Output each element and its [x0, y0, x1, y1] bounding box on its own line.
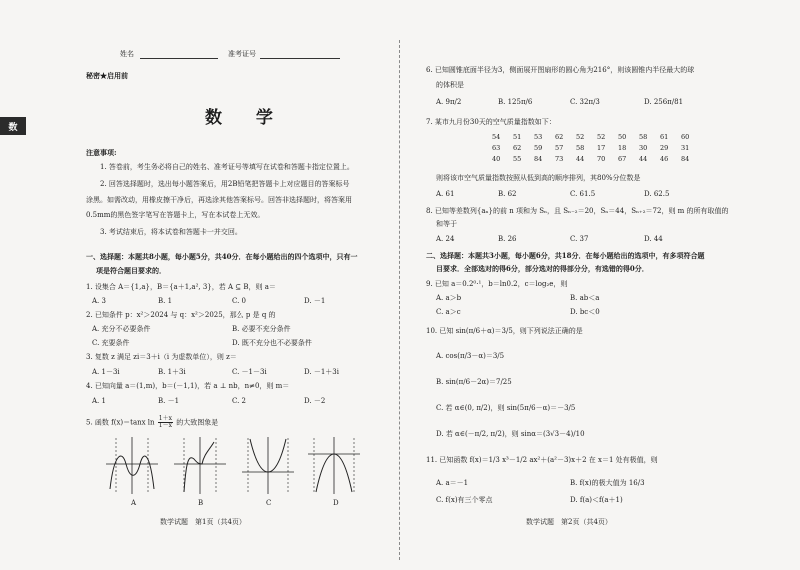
q2-option-a: A. 充分不必要条件 [92, 325, 151, 333]
q7-cell: 84 [681, 155, 690, 163]
q7-option-b: B. 62 [498, 190, 517, 198]
q6-stem-line2: 的体积是 [436, 81, 464, 89]
q7-cell: 84 [534, 155, 543, 163]
q7-data-table [492, 132, 702, 165]
name-label: 姓名 [120, 50, 134, 58]
secret-marker: 秘密★启用前 [86, 71, 128, 80]
q7-cell: 53 [534, 133, 543, 141]
q5-graph-label-b: B [198, 499, 204, 507]
q7-cell: 51 [513, 133, 522, 141]
q1-option-d: D. －1 [304, 297, 326, 305]
q11-option-b: B. f(x)的极大值为 16/3 [570, 479, 645, 487]
q7-cell: 62 [513, 144, 522, 152]
q1-stem: 1. 设集合 A＝{1,a}，B＝{a＋1,a², 3}，若 A ⊆ B，则 a＝ [86, 283, 276, 291]
note-3: 3. 考试结束后，将本试卷和答题卡一并交回。 [100, 228, 242, 236]
q9-option-c: C. a＞c [436, 308, 461, 316]
q7-cell: 29 [660, 144, 669, 152]
section1-instructions-line2: 项是符合题目要求的． [96, 266, 166, 275]
q4-option-a: A. 1 [92, 397, 106, 405]
q8-stem-line1: 8. 已知等差数列{aₙ}的前 n 项和为 Sₙ，且 Sₙ₋₂＝20，Sₙ＝44，Sₙ₊₂＝72，则 m 的所有取值的 [426, 207, 729, 215]
q1-option-b: B. 1 [158, 297, 173, 305]
q6-option-b: B. 125π/6 [498, 98, 533, 106]
q7-cell: 52 [576, 133, 585, 141]
q3-stem: 3. 复数 z 满足 zi＝3＋i（i 为虚数单位），则 z＝ [86, 353, 237, 361]
q7-option-c: C. 61.5 [570, 190, 596, 198]
q10-option-a: A. cos(π/3－α)＝3/5 [436, 352, 505, 360]
note-2-line-3: 0.5mm的黑色签字笔写在答题卡上，写在本试卷上无效。 [86, 211, 265, 219]
q7-cell: 57 [555, 144, 564, 152]
q7-cell: 40 [492, 155, 501, 163]
q5-stem [86, 416, 218, 429]
q9-stem: 9. 已知 a＝0.2⁰·¹，b＝ln0.2，c＝log₂e，则 [426, 280, 568, 288]
q7-cell: 31 [681, 144, 690, 152]
q5-graph-a [104, 434, 160, 496]
q5-stem-suffix: 的大致图象是 [176, 418, 219, 427]
footer-page-2: 数学试题 第2页（共4页） [526, 518, 612, 526]
q11-option-c: C. f(x)有三个零点 [436, 496, 493, 504]
q3-option-b: B. 1＋3i [158, 368, 186, 376]
q3-option-d: D. －1＋3i [304, 368, 339, 376]
q2-option-b: B. 必要不充分条件 [232, 325, 291, 333]
q7-cell: 63 [492, 144, 501, 152]
q5-fraction [158, 416, 173, 429]
q7-row-1 [492, 132, 702, 143]
q2-stem: 2. 已知条件 p：x²＞2024 与 q：x²＞2025，那么 p 是 q 的 [86, 311, 276, 319]
q7-question: 则将该市空气质量指数按照从低到高的顺序排列，其80%分位数是 [436, 174, 641, 182]
q7-cell: 58 [576, 144, 585, 152]
q2-option-c: C. 充要条件 [92, 339, 130, 347]
q1-option-a: A. 3 [92, 297, 106, 305]
notes-heading: 注意事项: [86, 148, 117, 157]
q10-option-d: D. 若 α∈(－π/2, π/2)，则 sinα＝(3√3－4)/10 [436, 430, 585, 438]
q6-option-d: D. 256π/81 [644, 98, 684, 106]
subject-side-tab: 数 [0, 117, 26, 135]
q6-stem-line1: 6. 已知圆锥底面半径为3，侧面展开图扇形的圆心角为216°，则该圆锥内半径最大的球 [426, 66, 695, 74]
q7-cell: 59 [534, 144, 543, 152]
footer-page-1: 数学试题 第1页（共4页） [160, 518, 246, 526]
q10-option-b: B. sin(π/6－2α)＝7/25 [436, 378, 512, 386]
q3-option-c: C. －1－3i [232, 368, 267, 376]
exam-id-blank-line [260, 58, 340, 59]
q4-option-c: C. 2 [232, 397, 247, 405]
q7-cell: 62 [555, 133, 564, 141]
q7-cell: 54 [492, 133, 501, 141]
q7-cell: 17 [597, 144, 606, 152]
q5-fraction-denominator: 1－x [158, 422, 172, 429]
q7-option-a: A. 61 [436, 190, 455, 198]
q8-option-a: A. 24 [436, 235, 455, 243]
section1-instructions-line1: 一、选择题：本题共8小题，每小题5分，共40分．在每小题给出的四个选项中，只有一 [86, 252, 358, 261]
q5-graph-d [306, 434, 362, 496]
q8-stem-line2: 和等于 [436, 220, 457, 228]
q7-stem: 7. 某市九月份30天的空气质量指数如下： [426, 118, 556, 126]
note-2-line-1: 2. 回答选择题时，选出每小题答案后，用2B铅笔把答题卡上对应题目的答案标号 [100, 180, 350, 188]
q7-cell: 30 [639, 144, 648, 152]
page-divider [399, 40, 400, 560]
q5-graph-label-d: D [333, 499, 339, 507]
q9-option-d: D. bc＜0 [570, 308, 600, 316]
q1-option-c: C. 0 [232, 297, 247, 305]
q7-cell: 61 [660, 133, 669, 141]
q7-cell: 55 [513, 155, 522, 163]
q7-cell: 73 [555, 155, 564, 163]
q7-cell: 18 [618, 144, 627, 152]
section2-instructions-line2: 目要求．全部选对的得6分，部分选对的得部分分，有选错的得0分． [436, 264, 649, 273]
q3-option-a: A. 1－3i [92, 368, 120, 376]
q11-stem: 11. 已知函数 f(x)＝1/3 x³－1/2 ax²＋(a²－3)x＋2 在 x＝1 处有极值，则 [426, 456, 658, 464]
q7-cell: 44 [639, 155, 648, 163]
q7-cell: 60 [681, 133, 690, 141]
q9-option-b: B. ab＜a [570, 294, 600, 302]
q5-graph-label-c: C [266, 499, 272, 507]
q6-option-a: A. 9π/2 [436, 98, 462, 106]
q4-option-d: D. －2 [304, 397, 326, 405]
q11-option-a: A. a＝－1 [436, 479, 469, 487]
q10-stem: 10. 已知 sin(π/6＋α)＝3/5，则下列说法正确的是 [426, 327, 583, 335]
q7-row-2 [492, 143, 702, 154]
q2-option-d: D. 既不充分也不必要条件 [232, 339, 312, 347]
q5-graph-label-a: A [131, 499, 137, 507]
q7-cell: 52 [597, 133, 606, 141]
q6-option-c: C. 32π/3 [570, 98, 600, 106]
q5-graph-c [240, 434, 296, 496]
q7-cell: 67 [618, 155, 627, 163]
section2-instructions-line1: 二、选择题：本题共3小题，每小题6分，共18分．在每小题给出的选项中，有多项符合题 [426, 251, 705, 260]
q7-option-d: D. 62.5 [644, 190, 670, 198]
q8-option-b: B. 26 [498, 235, 517, 243]
q4-option-b: B. －1 [158, 397, 180, 405]
note-1: 1. 答卷前，考生务必将自己的姓名、准考证号等填写在试卷和答题卡指定位置上。 [100, 163, 354, 171]
q10-option-c: C. 若 α∈(0, π/2)，则 sin(5π/6－α)＝－3/5 [436, 404, 576, 412]
page-title: 数 学 [205, 108, 287, 128]
q5-graph-b [172, 434, 228, 496]
q9-option-a: A. a＞b [436, 294, 462, 302]
q5-fraction-numerator: 1＋x [158, 415, 172, 422]
q7-cell: 50 [618, 133, 627, 141]
q7-row-3 [492, 154, 702, 165]
q7-cell: 46 [660, 155, 669, 163]
q8-option-c: C. 37 [570, 235, 589, 243]
q7-cell: 58 [639, 133, 648, 141]
q5-stem-prefix: 5. 函数 f(x)＝tanx ln [86, 418, 155, 427]
q11-option-d: D. f(a)＜f(a＋1) [570, 496, 623, 504]
q8-option-d: D. 44 [644, 235, 663, 243]
q7-cell: 70 [597, 155, 606, 163]
exam-id-label: 准考证号 [228, 50, 256, 58]
name-blank-line [140, 58, 218, 59]
note-2-line-2: 涂黑。如需改动，用橡皮擦干净后，再选涂其他答案标号。回答非选择题时，将答案用 [86, 196, 352, 204]
q7-cell: 44 [576, 155, 585, 163]
q4-stem: 4. 已知向量 a＝(1,m)，b＝(－1,1)，若 a ⊥ nb，n≠0，则 m＝ [86, 382, 290, 390]
